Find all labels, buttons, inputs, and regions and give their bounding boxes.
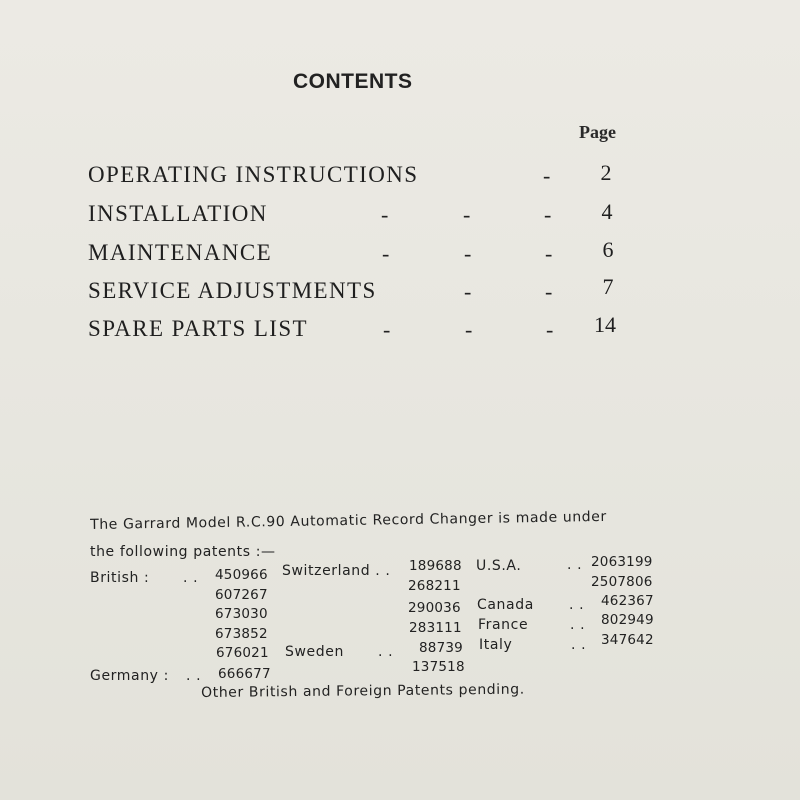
toc-dash: - <box>464 279 472 304</box>
germany-patent-number: 666677 <box>218 666 271 682</box>
germany-leader: . . <box>186 668 202 684</box>
toc-dash: - <box>464 241 472 266</box>
toc-dash: - <box>543 163 551 188</box>
toc-dash: - <box>545 241 553 266</box>
france-label: France <box>478 617 529 633</box>
toc-dash: - <box>546 317 554 342</box>
toc-dash: - <box>465 317 473 342</box>
canada-label: Canada <box>477 597 534 613</box>
toc-page-number: 6 <box>602 237 614 262</box>
patents-footer: Other British and Foreign Patents pending. <box>201 681 525 701</box>
toc-dash: - <box>544 202 552 227</box>
british-leader: . . <box>183 570 199 586</box>
sweden-patent-number: 88739 <box>419 640 463 656</box>
toc-page-number: 2 <box>600 160 612 185</box>
page-column-header: Page <box>579 122 616 142</box>
canada-patent-number: 462367 <box>601 593 654 609</box>
patents-intro-line1: The Garrard Model R.C.90 Automatic Record Changer is made under <box>90 508 607 533</box>
italy-patent-number: 347642 <box>601 632 654 648</box>
british-label: British : <box>90 570 150 586</box>
italy-leader: . . <box>571 637 587 653</box>
toc-dash: - <box>382 241 390 266</box>
patents-intro-line2: the following patents :— <box>90 544 276 560</box>
sweden-leader: . . <box>378 644 394 660</box>
toc-dash: - <box>545 279 553 304</box>
france-patent-number: 802949 <box>601 612 654 628</box>
toc-entry-service-adjustments: SERVICE ADJUSTMENTS <box>88 278 377 303</box>
toc-entry-maintenance: MAINTENANCE <box>88 240 273 265</box>
toc-page-number: 4 <box>601 199 613 224</box>
canada-leader: . . <box>569 597 585 613</box>
switzerland-patent-number: 283111 <box>409 620 462 636</box>
british-patent-number: 673852 <box>215 626 268 642</box>
switzerland-label: Switzerland . . <box>282 563 391 579</box>
usa-label: U.S.A. <box>476 558 522 574</box>
toc-entry-installation: INSTALLATION <box>88 201 268 226</box>
british-patent-number: 607267 <box>215 587 268 603</box>
british-patent-number: 676021 <box>216 645 269 661</box>
toc-dash: - <box>463 202 471 227</box>
toc-page-number: 14 <box>594 312 616 337</box>
france-leader: . . <box>570 617 586 633</box>
toc-dash: - <box>383 317 391 342</box>
italy-label: Italy <box>479 637 513 653</box>
switzerland-patent-number: 189688 <box>409 558 462 574</box>
toc-entry-operating-instructions: OPERATING INSTRUCTIONS <box>88 162 419 187</box>
british-patent-number: 450966 <box>215 567 268 583</box>
patent-number: 137518 <box>412 659 465 675</box>
british-patent-number: 673030 <box>215 606 268 622</box>
toc-entry-spare-parts-list: SPARE PARTS LIST <box>88 316 309 341</box>
usa-leader: . . <box>567 557 583 573</box>
switzerland-patent-number: 290036 <box>408 600 461 616</box>
switzerland-patent-number: 268211 <box>408 578 461 594</box>
germany-label: Germany : <box>90 668 169 684</box>
usa-patent-number: 2063199 <box>591 554 653 570</box>
contents-title: CONTENTS <box>293 70 413 93</box>
toc-page-number: 7 <box>602 274 614 299</box>
toc-dash: - <box>381 202 389 227</box>
usa-patent-number: 2507806 <box>591 574 653 590</box>
sweden-label: Sweden <box>285 644 344 660</box>
